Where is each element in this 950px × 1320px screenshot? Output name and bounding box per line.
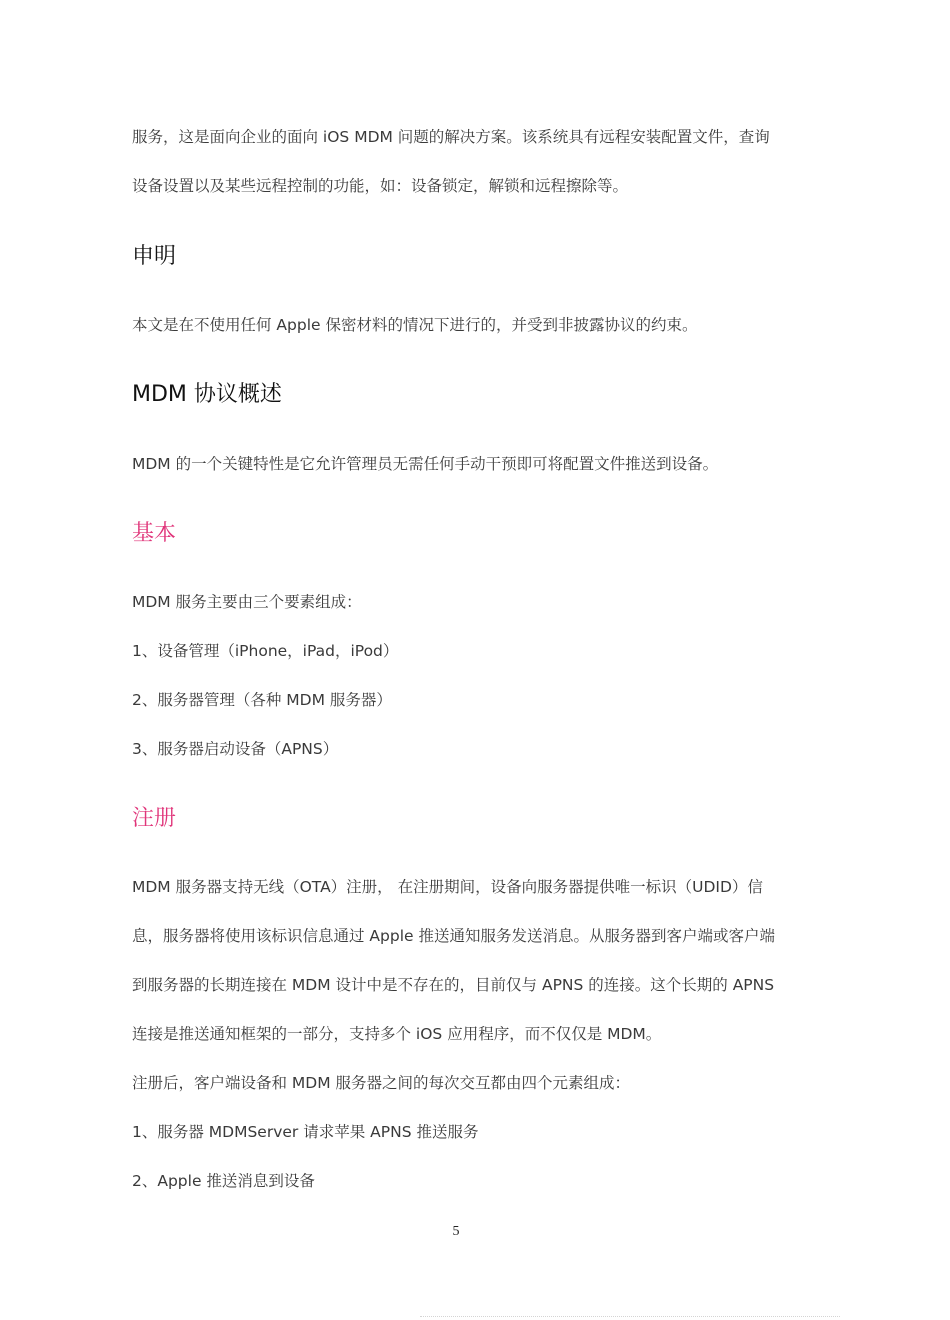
basics-item: 1、设备管理（iPhone，iPad，iPod） (132, 642, 399, 660)
enrollment-para-line: 连接是推送通知框架的一部分，支持多个 iOS 应用程序，而不仅仅是 MDM。 (132, 1025, 662, 1043)
basics-item: 2、服务器管理（各种 MDM 服务器） (132, 691, 392, 709)
enrollment-heading: 注册 (132, 806, 177, 831)
overview-text: MDM 的一个关键特性是它允许管理员无需任何手动干预即可将配置文件推送到设备。 (132, 455, 719, 473)
enrollment-after: 注册后，客户端设备和 MDM 服务器之间的每次交互都由四个元素组成： (132, 1074, 631, 1092)
disclaimer-text: 本文是在不使用任何 Apple 保密材料的情况下进行的，并受到非披露协议的约束。 (132, 316, 698, 334)
intro-line-1: 服务，这是面向企业的面向 iOS MDM 问题的解决方案。该系统具有远程安装配置文件，查询 (132, 128, 770, 146)
enrollment-item: 2、Apple 推送消息到设备 (132, 1172, 315, 1190)
basics-item: 3、服务器启动设备（APNS） (132, 740, 339, 758)
enrollment-para-line: MDM 服务器支持无线（OTA）注册， 在注册期间，设备向服务器提供唯一标识（UDID）信 (132, 878, 763, 896)
footer-rule (420, 1316, 840, 1317)
enrollment-item: 1、服务器 MDMServer 请求苹果 APNS 推送服务 (132, 1123, 479, 1141)
disclaimer-heading: 申明 (132, 244, 177, 269)
enrollment-para-line: 息，服务器将使用该标识信息通过 Apple 推送通知服务发送消息。从服务器到客户端或客户端 (132, 927, 775, 945)
basics-intro: MDM 服务主要由三个要素组成： (132, 593, 362, 611)
enrollment-para-line: 到服务器的长期连接在 MDM 设计中是不存在的，目前仅与 APNS 的连接。这个长期的 APNS (132, 976, 775, 994)
overview-heading: MDM 协议概述 (132, 382, 282, 407)
intro-line-2: 设备设置以及某些远程控制的功能，如：设备锁定，解锁和远程擦除等。 (132, 177, 629, 195)
page-number: 5 (452, 1224, 460, 1239)
basics-heading: 基本 (132, 521, 177, 546)
